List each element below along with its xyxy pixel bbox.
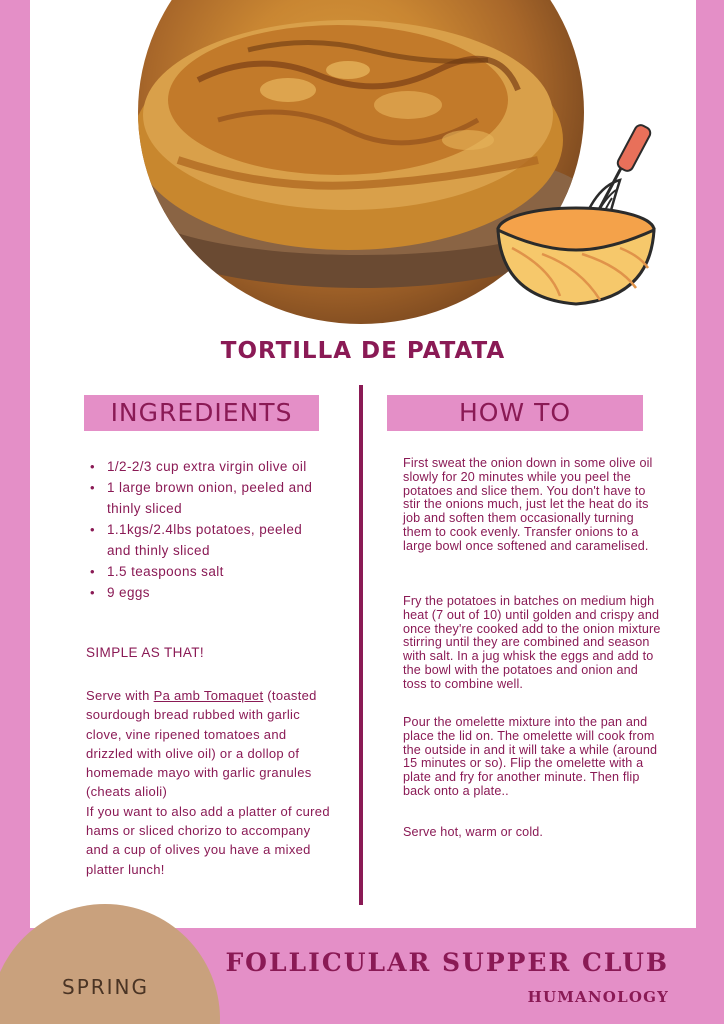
list-item: • 1/2-2/3 cup extra virgin olive oil <box>88 456 328 477</box>
ingredients-list <box>88 456 328 603</box>
serve-extra: If you want to also add a platter of cured hams or sliced chorizo to accompany and a cup of olives you have a mixed platter lunch! <box>86 803 330 877</box>
ingredients-heading: INGREDIENTS <box>84 395 319 431</box>
step-4: Serve hot, warm or cold. <box>403 825 544 839</box>
howto-heading: HOW TO <box>387 395 643 431</box>
brand-name: HUMANOLOGY <box>527 988 669 1006</box>
step-1: First sweat the onion down in some olive oil slowly for 20 minutes while you peel the potatoes and slice them. You don't have to stir the onions much, just let the heat do its job and soften them occasionally turning them to cook evenly. Transfer onions to a large bowl once softened and caramelised. <box>403 456 653 553</box>
list-item: • 1 large brown onion, peeled and thinly sliced <box>88 477 328 519</box>
simple-note: SIMPLE AS THAT! <box>86 645 205 660</box>
list-item: • 1.1kgs/2.4lbs potatoes, peeled and thinly sliced <box>88 519 328 561</box>
column-divider <box>359 385 363 905</box>
club-name: FOLLICULAR SUPPER CLUB <box>225 948 669 977</box>
mixing-bowl-icon <box>490 118 662 314</box>
season-label: SPRING <box>62 975 150 999</box>
serving-suggestion <box>86 686 336 879</box>
step-2: Fry the potatoes in batches on medium high heat (7 out of 10) until golden and crispy and once they're cooked add to the onion mixture stirring until they are combined and season with salt. In a jug whisk the eggs and add to the bowl with the potatoes and onion and toss to combine well. <box>403 594 661 691</box>
recipe-title: TORTILLA DE PATATA <box>220 338 506 364</box>
recipe-card <box>30 0 696 928</box>
pa-amb-tomaquet-link[interactable]: Pa amb Tomaquet <box>153 688 264 703</box>
serve-prefix: Serve with <box>86 688 154 703</box>
list-item: • 1.5 teaspoons salt <box>88 561 328 582</box>
serve-suffix: (toasted sourdough bread rubbed with garlic clove, vine ripened tomatoes and drizzled with olive oil) or a dollop of homemade mayo with garlic granules (cheats alioli) <box>86 688 317 800</box>
step-3: Pour the omelette mixture into the pan and place the lid on. The omelette will cook from the outside in and it will take a while (around 15 minutes or so). Flip the omelette with a plate and fry for another minute. Then flip back onto a plate.. <box>403 715 658 798</box>
list-item: • 9 eggs <box>88 582 328 603</box>
